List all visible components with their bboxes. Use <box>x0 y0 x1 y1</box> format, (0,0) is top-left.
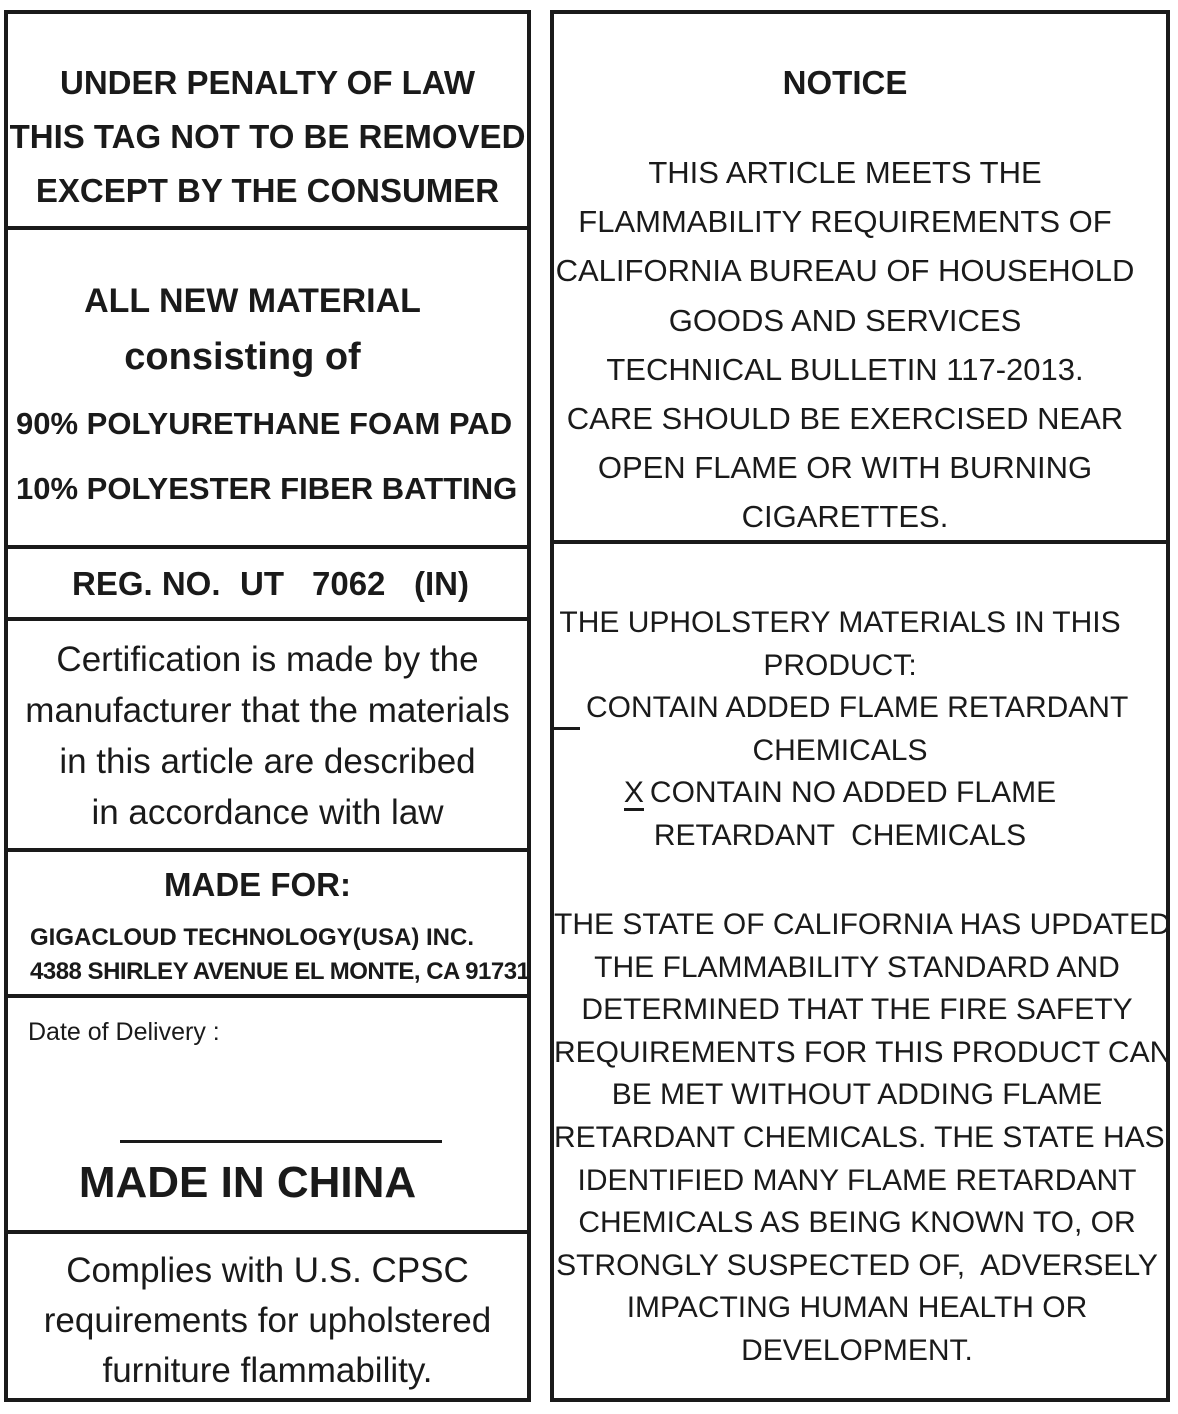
upholstery-intro-line: THE UPHOLSTERY MATERIALS IN THIS <box>559 606 1121 639</box>
reg-suffix: (IN) <box>414 565 469 602</box>
option-checkbox-marked: X <box>623 776 644 809</box>
notice-line: FLAMMABILITY REQUIREMENTS OF <box>578 204 1112 240</box>
law-line: EXCEPT BY THE CONSUMER <box>35 172 500 209</box>
reg-code: UT <box>240 565 284 602</box>
notice-line: THIS ARTICLE MEETS THE <box>648 155 1042 190</box>
california-line: RETARDANT CHEMICALS. THE STATE HAS <box>554 1120 1165 1154</box>
certification-box <box>8 634 527 838</box>
option-line <box>554 772 1126 815</box>
notice-line: TECHNICAL BULLETIN 117-2013. <box>606 351 1084 387</box>
option-line: RETARDANT CHEMICALS <box>653 818 1027 852</box>
california-line: STRONGLY SUSPECTED OF, ADVERSELY <box>556 1248 1158 1282</box>
notice-heading: NOTICE <box>782 64 908 101</box>
material-item: 90% POLYURETHANE FOAM PAD <box>16 406 513 441</box>
notice-line: OPEN FLAME OR WITH BURNING <box>597 450 1093 486</box>
right-label-panel <box>550 10 1170 1402</box>
option-line: CHEMICALS <box>752 733 928 767</box>
option-text: CONTAIN ADDED FLAME RETARDANT <box>586 691 1129 724</box>
notice-box <box>554 14 1166 540</box>
divider <box>8 1230 527 1234</box>
reg-number: 7062 <box>312 565 386 602</box>
california-line: THE STATE OF CALIFORNIA HAS UPDATED <box>554 908 1171 941</box>
california-line: REQUIREMENTS FOR THIS PRODUCT CAN <box>554 1035 1172 1069</box>
option-checkbox-blank <box>554 701 580 730</box>
origin-label: MADE IN CHINA <box>78 1158 417 1207</box>
certification-line: in accordance with law <box>91 793 444 832</box>
company-address: 4388 SHIRLEY AVENUE EL MONTE, CA 91731 <box>30 958 530 985</box>
material-sub: consisting of <box>124 336 361 378</box>
law-warning-box <box>8 56 527 218</box>
material-box <box>8 230 527 545</box>
material-item: 10% POLYESTER FIBER BATTING <box>16 471 518 506</box>
reg-label: REG. NO. <box>72 565 221 602</box>
option-text: CONTAIN NO ADDED FLAME <box>649 776 1057 809</box>
cpsc-line: furniture flammability. <box>102 1351 433 1390</box>
notice-line: GOODS AND SERVICES <box>668 302 1022 338</box>
california-line: DETERMINED THAT THE FIRE SAFETY <box>581 993 1133 1027</box>
certification-line: manufacturer that the materials <box>25 691 510 730</box>
registration-box <box>8 549 527 617</box>
cpsc-line: Complies with U.S. CPSC <box>66 1251 469 1290</box>
company-name: GIGACLOUD TECHNOLOGY(USA) INC. <box>30 924 474 951</box>
california-line: CHEMICALS AS BEING KNOWN TO, OR <box>578 1206 1136 1240</box>
california-line: BE MET WITHOUT ADDING FLAME <box>611 1078 1103 1112</box>
delivery-label: Date of Delivery : <box>28 1018 220 1046</box>
certification-line: Certification is made by the <box>56 640 479 679</box>
law-line: THIS TAG NOT TO BE REMOVED <box>9 118 526 155</box>
notice-line: CIGARETTES. <box>741 499 949 535</box>
notice-body <box>554 148 1136 542</box>
cpsc-box <box>8 1246 527 1396</box>
material-heading: ALL NEW MATERIAL <box>84 282 421 320</box>
made-for-heading: MADE FOR: <box>164 866 351 903</box>
certification-line: in this article are described <box>59 742 476 781</box>
cpsc-line: requirements for upholstered <box>43 1301 492 1340</box>
option-line <box>554 687 1129 730</box>
left-label-panel <box>4 10 531 1402</box>
law-line: UNDER PENALTY OF LAW <box>60 64 475 101</box>
california-line: IDENTIFIED MANY FLAME RETARDANT <box>577 1163 1137 1197</box>
divider <box>8 617 527 621</box>
california-line: DEVELOPMENT. <box>741 1333 973 1367</box>
made-for-box <box>8 852 530 994</box>
notice-line: CALIFORNIA BUREAU OF HOUSEHOLD <box>555 253 1135 289</box>
upholstery-box <box>554 544 1166 874</box>
delivery-box <box>8 998 527 1230</box>
california-line: THE FLAMMABILITY STANDARD AND <box>594 950 1120 984</box>
california-line: IMPACTING HUMAN HEALTH OR <box>626 1291 1088 1325</box>
notice-line: CARE SHOULD BE EXERCISED NEAR <box>566 401 1124 437</box>
upholstery-intro-line: PRODUCT: <box>763 648 917 682</box>
delivery-date-line <box>120 1140 442 1143</box>
